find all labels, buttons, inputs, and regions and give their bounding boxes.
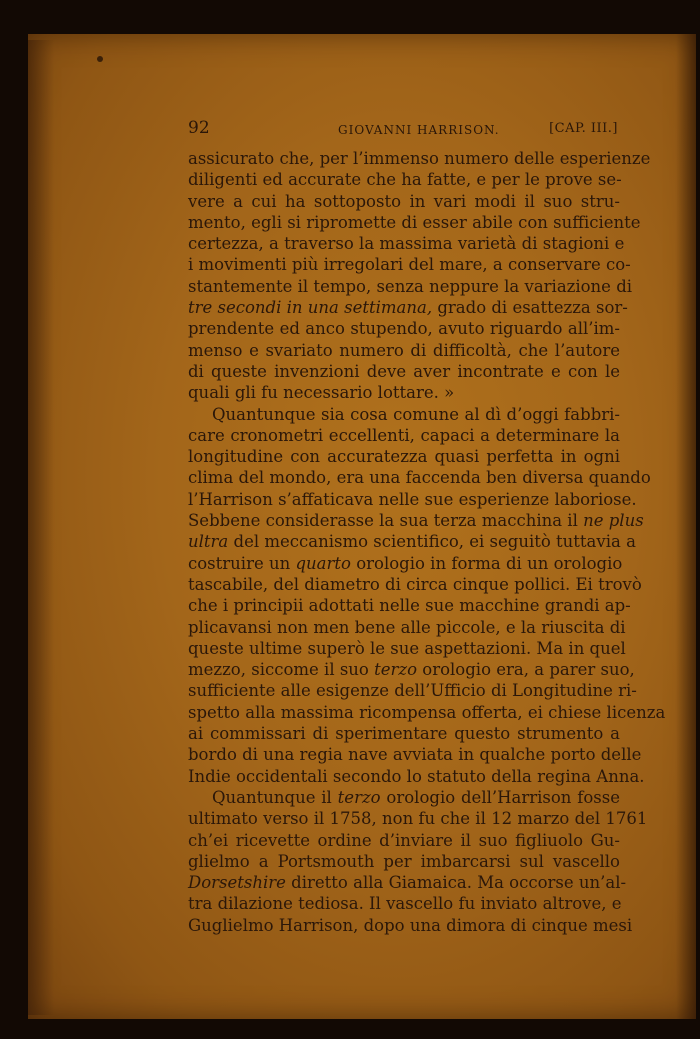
italic-phrase: tre secondi in una settimana, [188,298,433,318]
text-run: orologio dell’Harrison fosse [380,787,620,807]
text-run: orologio in forma di un orologio [350,553,623,573]
paragraph-start-line: Quantunque sia cosa comune al dì d’oggi fabbri- [212,404,620,424]
chapter-label: [CAP. III.] [549,121,618,136]
text-line: Guglielmo Harrison, dopo una dimora di cinque mesi [188,915,633,935]
text-line: queste ultime superò le sue aspettazioni. Ma in quel [188,638,626,658]
text-line: plicavansi non men bene alle piccole, e la riuscita di [188,617,626,637]
text-line: certezza, a traverso la massima varietà di stagioni e [188,234,625,254]
text-line: spetto alla massima ricompensa offerta, ei chiese licenza [188,702,666,722]
text-line [188,297,628,318]
text-line: care cronometri eccellenti, capaci a determinare la [188,425,620,445]
text-line: longitudine con accuratezza quasi perfetta in ogni [188,447,620,467]
italic-phrase: ultra [188,532,229,552]
paragraph-end-line: quali gli fu necessario lottare. » [188,383,455,403]
text-run: diretto alla Giamaica. Ma occorse un’al- [285,873,627,893]
text-line: ultimato verso il 1758, non fu che il 12 marzo del 1761 [188,809,648,829]
text-line: vere a cui ha sottoposto in vari modi il suo stru- [188,191,620,211]
paragraph-start-line [188,787,620,808]
text-run: grado di esattezza sor- [432,298,628,318]
text-line: menso e svariato numero di difficoltà, che l’autore [188,340,620,360]
text-line: ai commissari di sperimentare questo strumento a [188,724,620,744]
italic-phrase: terzo [374,660,418,680]
text-line: mento, egli si ripromette di esser abile con sufficiente [188,212,641,232]
text-line: bordo di una regia nave avviata in qualche porto delle [188,745,642,765]
text-line [188,553,623,574]
text-line: glielmo a Portsmouth per imbarcarsi sul vascello [188,851,620,871]
text-line: che i principii adottati nelle sue macchine grandi ap- [188,596,631,616]
text-run: orologio era, a parer suo, [417,660,635,680]
text-line: diligenti ed accurate che ha fatte, e per le prove se- [188,170,622,190]
paragraph-end-line: Indie occidentali secondo lo statuto della regina Anna. [188,766,645,786]
text-run: costruire un [188,553,296,573]
text-line: clima del mondo, era una faccenda ben diversa quando [188,468,651,488]
text-line: prendente ed anco stupendo, avuto riguardo all’im- [188,319,620,339]
page-gutter-shadow [28,40,54,1015]
text-line: sufficiente alle esigenze dell’Ufficio di Longitudine ri- [188,681,637,701]
text-run: Quantunque il [212,787,338,807]
text-run: Sebbene considerasse la sua terza macchina il [188,511,584,531]
text-line [188,659,635,680]
page-edge-shadow [676,34,696,1019]
text-line: assicurato che, per l’immenso numero delle esperienze [188,149,651,168]
page-spot [97,56,103,62]
text-line: tascabile, del diametro di circa cinque pollici. Ei trovò [188,574,642,594]
body-text [188,148,666,936]
text-line: i movimenti più irregolari del mare, a conservare co- [188,255,631,275]
page-number: 92 [188,118,210,138]
text-line [188,510,644,531]
text-line: l’Harrison s’affaticava nelle sue esperienze laboriose. [188,489,637,509]
italic-phrase: Dorsetshire [188,873,286,893]
text-run: mezzo, siccome il suo [188,660,375,680]
text-line [188,872,627,893]
running-header [188,118,618,142]
text-run: del meccanismo scientifico, ei seguitò tuttavia a [228,532,636,552]
italic-phrase: ne plus [583,511,644,531]
italic-phrase: terzo [337,787,381,807]
text-line: tra dilazione tediosa. Il vascello fu inviato altrove, e [188,894,622,914]
text-line: ch’ei ricevette ordine d’inviare il suo figliuolo Gu- [188,830,620,850]
text-line [188,531,636,552]
text-line: stantemente il tempo, senza neppure la variazione di [188,276,633,296]
italic-phrase: quarto [295,553,351,573]
running-title: GIOVANNI HARRISON. [338,123,500,137]
text-line: di queste invenzioni deve aver incontrate e con le [188,361,620,381]
